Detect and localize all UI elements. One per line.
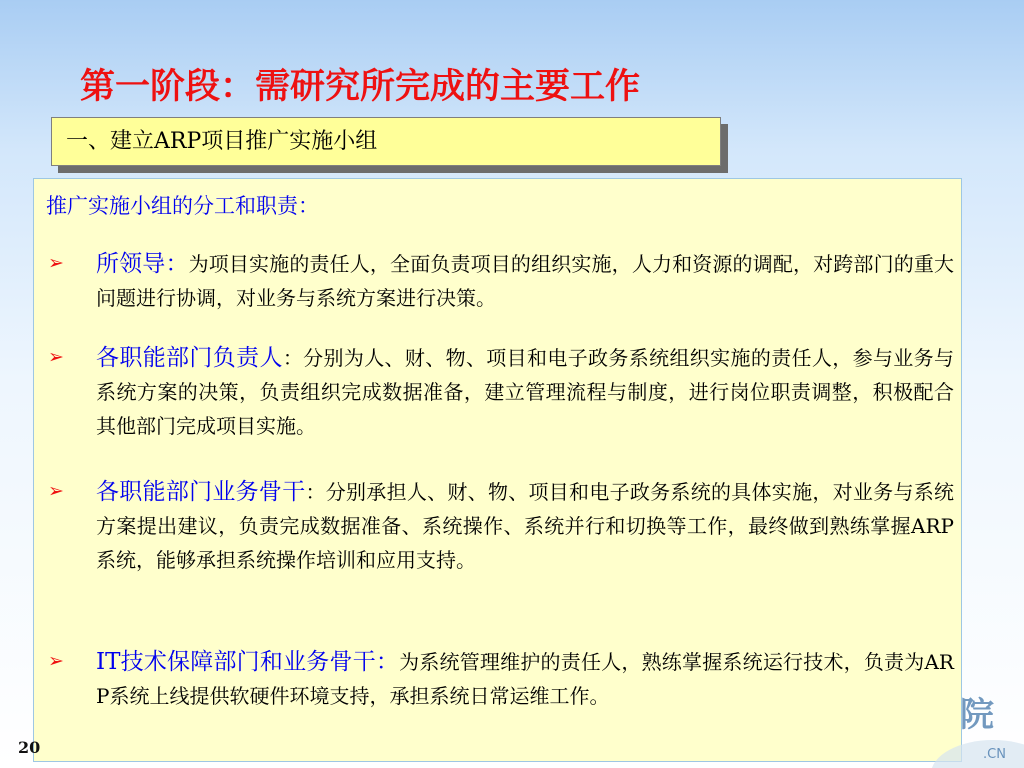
- page-number: 20: [18, 738, 41, 757]
- bullet-item-department-heads: [46, 341, 954, 443]
- bullet-text: [96, 247, 954, 315]
- bullet-description: ：分别为人、财、物、项目和电子政务系统组织实施的责任人，参与业务与系统方案的决策，负责组织完成数据准备，建立管理流程与制度，进行岗位职责调整，积极配合其他部门完成项目实施。: [96, 346, 955, 438]
- logo-character: 院: [960, 695, 994, 735]
- logo-suffix: .CN: [983, 747, 1006, 762]
- bullet-description: 为系统管理维护的责任人，熟练掌握系统运行技术，负责为ARP系统上线提供软硬件环境支持，承担系统日常运维工作。: [96, 650, 954, 708]
- bullet-label: IT技术保障部门和业务骨干：: [96, 649, 400, 675]
- arrow-bullet-icon: ➢: [48, 252, 64, 274]
- bullet-item-leadership: [46, 247, 954, 315]
- arrow-bullet-icon: ➢: [48, 346, 64, 368]
- bullet-text: [96, 341, 954, 443]
- bullet-text: [96, 645, 954, 713]
- intro-text: 推广实施小组的分工和职责：: [46, 194, 319, 218]
- bullet-description: ：分别承担人、财、物、项目和电子政务系统的具体实施，对业务与系统方案提出建议，负责完成数据准备、系统操作、系统并行和切换等工作，最终做到熟练掌握ARP系统，能够承担系统操作培训和应用支持。: [96, 480, 955, 572]
- section-title-box: [51, 117, 721, 166]
- arrow-bullet-icon: ➢: [48, 650, 64, 672]
- bullet-description: 为项目实施的责任人，全面负责项目的组织实施，人力和资源的调配，对跨部门的重大问题进行协调，对业务与系统方案进行决策。: [96, 252, 955, 310]
- slide-title: 第一阶段：需研究所完成的主要工作: [80, 67, 641, 107]
- bullet-label: 各职能部门业务骨干: [96, 479, 306, 505]
- bullet-text: [96, 475, 954, 577]
- bullet-label: 各职能部门负责人: [96, 345, 283, 371]
- content-box: [33, 178, 962, 762]
- bullet-label: 所领导：: [96, 251, 189, 277]
- arrow-bullet-icon: ➢: [48, 480, 64, 502]
- bullet-item-department-staff: [46, 475, 954, 577]
- bullet-item-it-support: [46, 645, 954, 713]
- section-title: 一、建立ARP项目推广实施小组: [66, 129, 378, 154]
- institute-logo: [905, 690, 1024, 768]
